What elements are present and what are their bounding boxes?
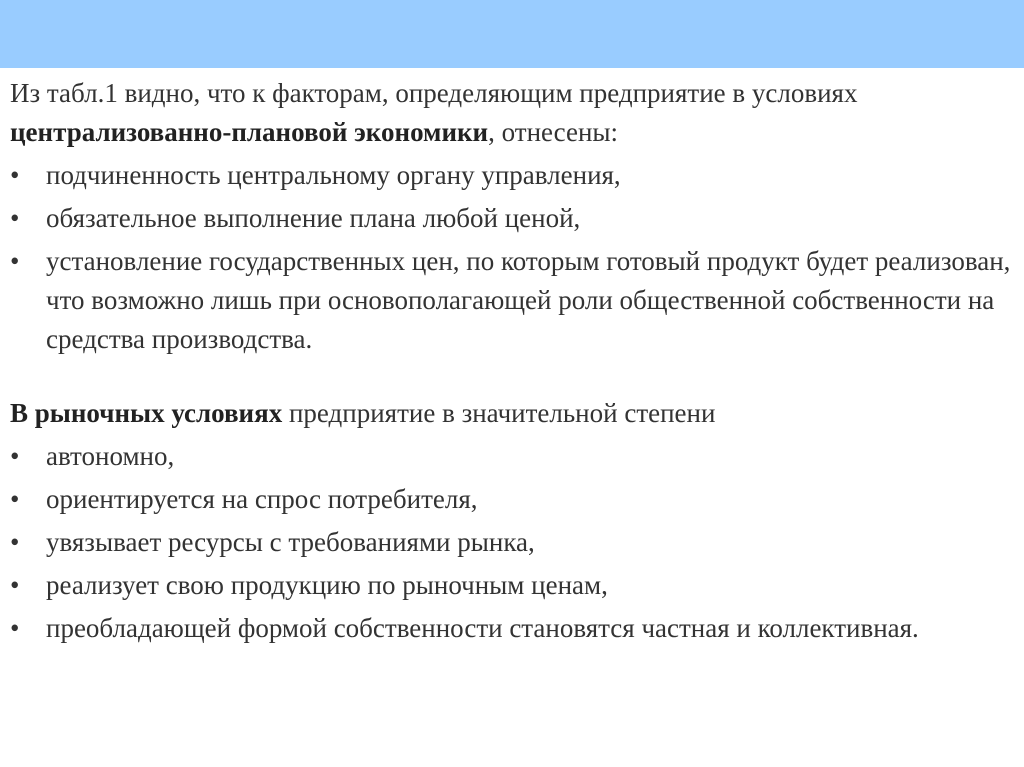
list-item-text: увязывает ресурсы с требованиями рынка, — [46, 527, 535, 557]
intro-bold-term: централизованно-плановой экономики — [10, 117, 489, 147]
market-text: предприятие в значительной степени — [282, 398, 716, 428]
list-item — [10, 199, 1014, 238]
list-item-text: автономно, — [46, 441, 175, 471]
list-item — [10, 523, 1014, 562]
list-item — [10, 242, 1014, 359]
bullet-marker: • — [10, 160, 20, 190]
bullet-marker: • — [10, 203, 20, 233]
bullet-marker: • — [10, 527, 20, 557]
list-item-text: преобладающей формой собственности становятся частная и коллективная. — [46, 613, 919, 643]
bullet-marker: • — [10, 484, 20, 514]
spacer — [10, 359, 1014, 394]
bullet-marker: • — [10, 613, 20, 643]
list-item-text: ориентируется на спрос потребителя, — [46, 484, 478, 514]
list-item — [10, 566, 1014, 605]
list-item — [10, 480, 1014, 519]
bullet-marker: • — [10, 570, 20, 600]
slide-body — [10, 74, 1014, 648]
bullet-marker: • — [10, 246, 20, 276]
list-item-text: обязательное выполнение плана любой ценой, — [46, 203, 581, 233]
intro-text-end: , отнесены: — [488, 117, 619, 147]
list-item-text: реализует свою продукцию по рыночным ценам, — [46, 570, 608, 600]
list-item — [10, 609, 1014, 648]
title-band — [0, 0, 1024, 68]
market-bold-term: В рыночных условиях — [10, 398, 283, 428]
list-item-text: подчиненность центральному органу управления, — [46, 160, 621, 190]
bullet-marker: • — [10, 441, 20, 471]
list-item — [10, 156, 1014, 195]
list-item — [10, 437, 1014, 476]
intro-paragraph — [10, 74, 1014, 152]
market-paragraph — [10, 394, 1014, 433]
list-item-text: установление государственных цен, по которым готовый продукт будет реализован, что возможно лишь при основополагающей роли общественной собственности на средства производства. — [46, 246, 1011, 354]
intro-text: Из табл.1 видно, что к факторам, определяющим предприятие в условиях — [10, 78, 858, 108]
